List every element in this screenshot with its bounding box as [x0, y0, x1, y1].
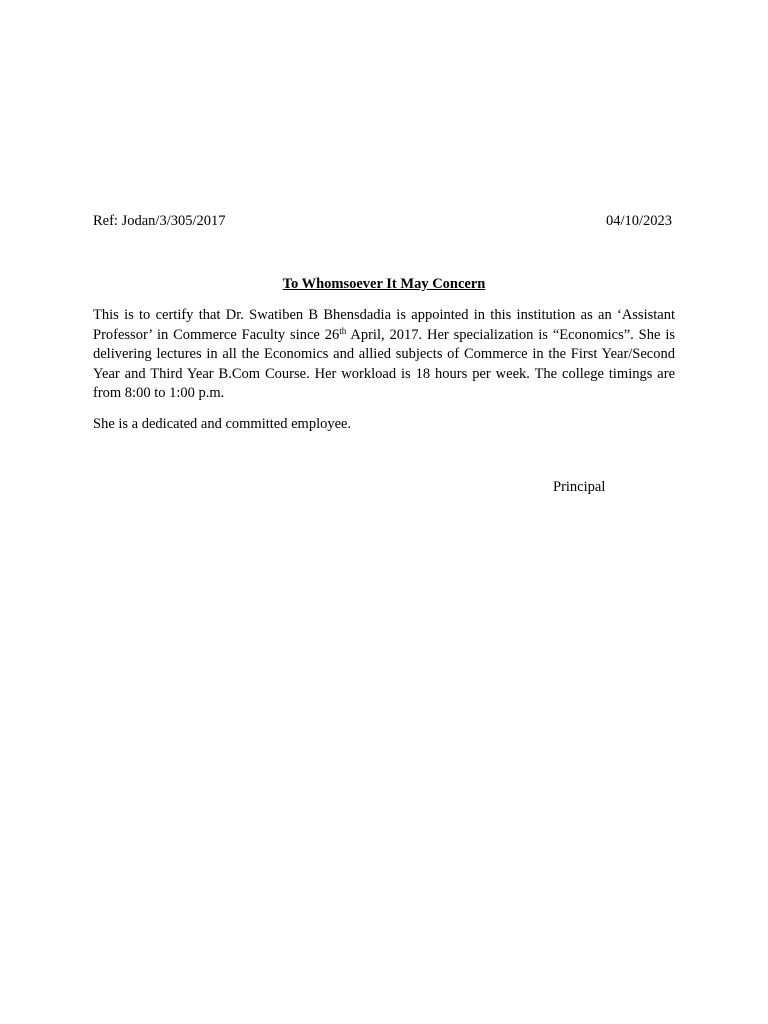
signatory-title: Principal [553, 479, 606, 495]
ordinal-suffix: th [339, 325, 347, 336]
closing-statement: She is a dedicated and committed employee. [93, 416, 352, 432]
reference-number: Ref: Jodan/3/305/2017 [93, 213, 226, 229]
paragraph-text-part2: April, 2017. Her specialization is “Economics”. She is delivering lectures in all the Economics and allied subjects of Commerce in the First Year/Second Year and Third Year B.Com Course. Her workload is 18 hours per week. The college timings are from 8:00 to 1:00 p.m. [93, 326, 675, 401]
certification-paragraph [93, 306, 675, 404]
letter-date: 04/10/2023 [605, 213, 672, 229]
letter-heading: To Whomsoever It May Concern [282, 276, 486, 292]
paragraph-text-part1: This is to certify that Dr. Swatiben B Bhensdadia is appointed in this institution as an ‘Assistant Professor’ in Commerce Faculty since 26 [93, 307, 675, 343]
reference-row [93, 212, 672, 230]
